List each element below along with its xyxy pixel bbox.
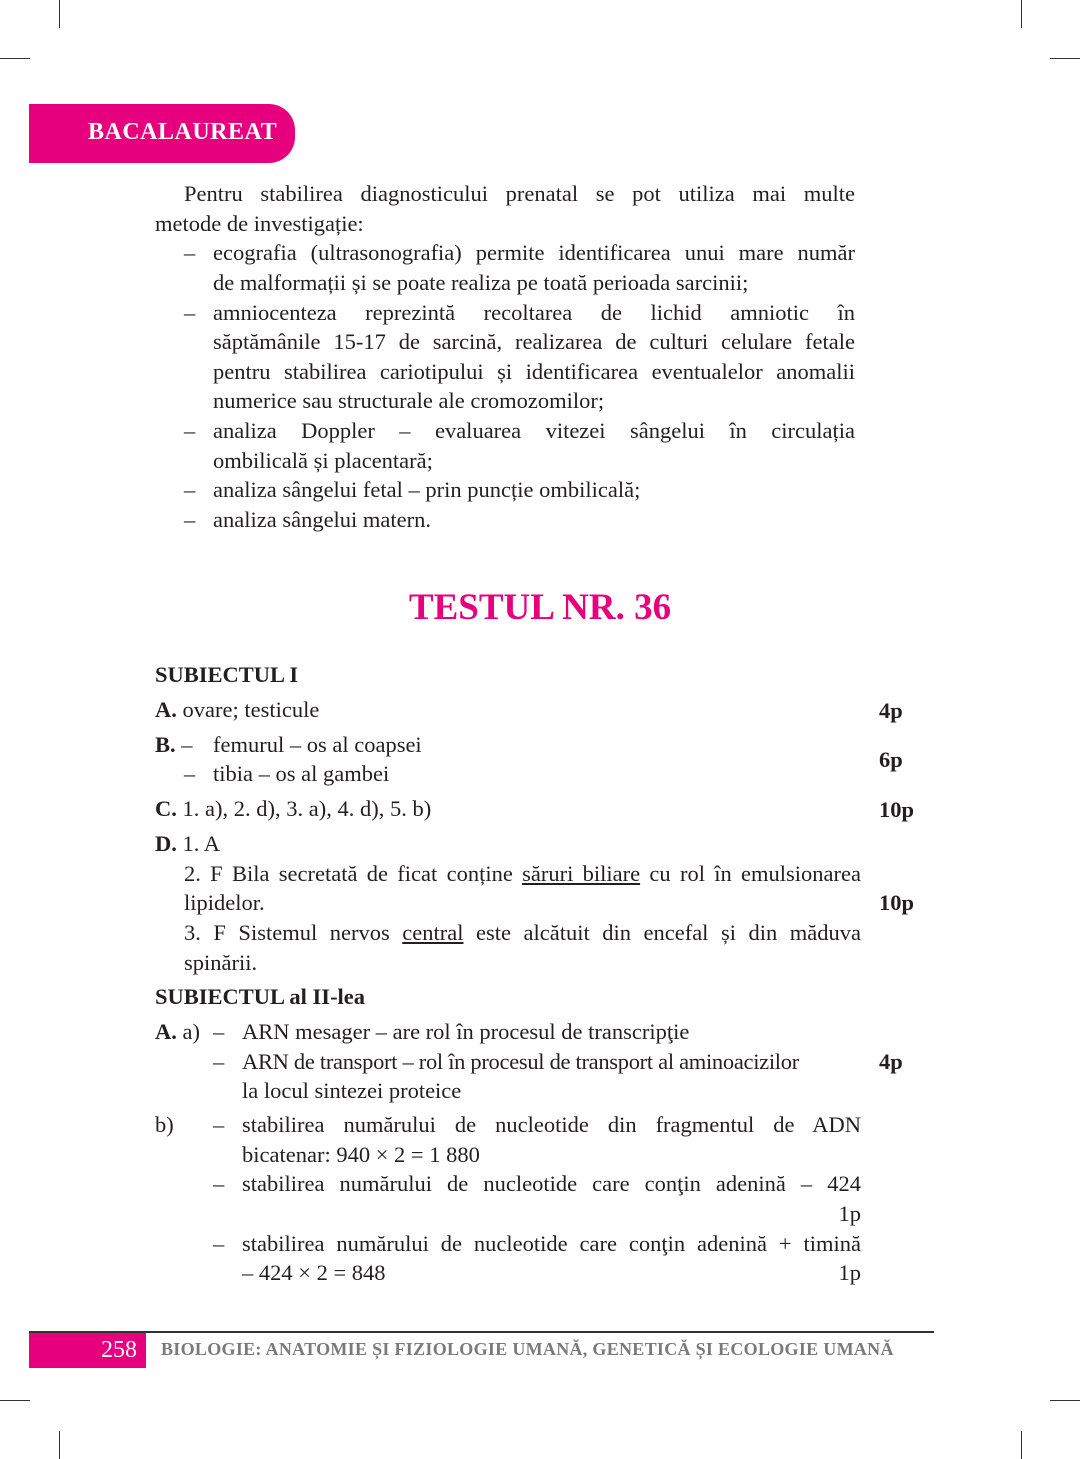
answer-text: stabilirea numărului de nucleotide care conţin adenină – 424 bbox=[242, 1171, 861, 1196]
answer-a bbox=[155, 1018, 200, 1046]
intro-text: Pentru stabilirea diagnosticului prenatal se pot utiliza mai multe bbox=[184, 181, 855, 206]
underlined-term: central bbox=[402, 920, 464, 945]
crop-mark bbox=[1050, 58, 1080, 59]
list-item-text: de malformații și se poate realiza pe toată perioada sarcinii; bbox=[213, 270, 749, 295]
bullet-dash: – bbox=[184, 418, 196, 443]
list-item-text: analiza Doppler – evaluarea vitezei sângelui în circulația bbox=[213, 418, 855, 443]
answer-text: bicatenar: 940 × 2 = 1 880 bbox=[242, 1142, 480, 1167]
text: 3. F Sistemul nervos bbox=[184, 920, 403, 945]
sub-label: a) bbox=[182, 1019, 200, 1044]
points: 6p bbox=[879, 747, 903, 772]
answer-text: 1. a), 2. d), 3. a), 4. d), 5. b) bbox=[182, 796, 432, 821]
list-item-text: ombilicală și placentară; bbox=[213, 448, 433, 473]
crop-mark bbox=[0, 58, 30, 59]
answer-b bbox=[155, 731, 193, 759]
points: 4p bbox=[879, 1049, 903, 1074]
answer-d bbox=[155, 830, 220, 858]
item-label: B. bbox=[155, 732, 176, 757]
bullet-dash: – bbox=[184, 761, 196, 786]
text: 2. F Bila secretată de ficat conține bbox=[184, 861, 523, 886]
bullet-dash: – bbox=[213, 1171, 225, 1196]
list-item-text: amniocenteza reprezintă recoltarea de lichid amniotic în bbox=[213, 300, 855, 325]
crop-mark bbox=[1021, 1431, 1022, 1459]
subject-2-heading: SUBIECTUL al II-lea bbox=[155, 984, 366, 1009]
crop-mark bbox=[59, 0, 60, 28]
list-item-text: analiza sângelui matern. bbox=[213, 507, 432, 532]
answer-text: femurul – os al coapsei bbox=[213, 732, 422, 757]
item-label: A. bbox=[155, 697, 177, 722]
subject-1-heading: SUBIECTUL I bbox=[155, 662, 299, 687]
footer-rule bbox=[29, 1331, 934, 1333]
points: 1p bbox=[838, 1201, 861, 1226]
bullet-dash: – bbox=[184, 300, 196, 325]
page-number-box bbox=[29, 1333, 146, 1368]
points: 10p bbox=[879, 890, 915, 915]
bullet-dash: – bbox=[184, 240, 196, 265]
sub-label: b) bbox=[155, 1112, 174, 1137]
answer-text: 1. A bbox=[182, 831, 221, 856]
bullet-dash: – bbox=[213, 1231, 225, 1256]
list-item-text: analiza sângelui fetal – prin puncție ombilicală; bbox=[213, 477, 641, 502]
answer-text: la locul sintezei proteice bbox=[242, 1078, 462, 1103]
intro-text: metode de investigație: bbox=[155, 211, 364, 236]
bullet-dash: – bbox=[213, 1049, 225, 1074]
crop-mark bbox=[1021, 0, 1022, 28]
item-label: D. bbox=[155, 831, 177, 856]
answer-text: tibia – os al gambei bbox=[213, 761, 390, 786]
points: 4p bbox=[879, 698, 903, 723]
item-label: C. bbox=[155, 796, 177, 821]
bullet-dash: – bbox=[181, 732, 193, 757]
answer-a bbox=[155, 696, 319, 724]
text: este alcătuit din encefal și din măduva bbox=[463, 920, 861, 945]
answer-text bbox=[184, 919, 861, 947]
page-number: 258 bbox=[101, 1337, 137, 1363]
crop-mark bbox=[1050, 1400, 1080, 1401]
answer-text: ARN de transport – rol în procesul de transport al aminoacizilor bbox=[242, 1049, 799, 1074]
bullet-dash: – bbox=[213, 1019, 225, 1044]
footer-title: BIOLOGIE: ANATOMIE ȘI FIZIOLOGIE UMANĂ, GENETICĂ ȘI ECOLOGIE UMANĂ bbox=[161, 1339, 894, 1359]
section-banner bbox=[29, 104, 295, 163]
list-item-text: ecografia (ultrasonografia) permite identificarea unui mare număr bbox=[213, 240, 855, 265]
answer-text: spinării. bbox=[184, 950, 258, 975]
answer-text: lipidelor. bbox=[184, 890, 265, 915]
answer-text: stabilirea numărului de nucleotide care conţin adenină + timină bbox=[242, 1231, 861, 1256]
crop-mark bbox=[0, 1400, 30, 1401]
list-item-text: săptămânile 15-17 de sarcină, realizarea de culturi celulare fetale bbox=[213, 329, 855, 354]
answer-text: stabilirea numărului de nucleotide din fragmentul de ADN bbox=[242, 1112, 861, 1137]
bullet-dash: – bbox=[184, 477, 196, 502]
answer-c bbox=[155, 795, 431, 823]
test-title: TESTUL NR. 36 bbox=[408, 587, 672, 628]
answer-text: ovare; testicule bbox=[182, 697, 320, 722]
answer-text: ARN mesager – are rol în procesul de transcripţie bbox=[242, 1019, 690, 1044]
underlined-term: săruri biliare bbox=[522, 861, 641, 886]
list-item-text: pentru stabilirea cariotipului și identificarea eventualelor anomalii bbox=[213, 359, 855, 384]
answer-text bbox=[184, 860, 861, 888]
points: 10p bbox=[879, 797, 915, 822]
text: cu rol în emulsionarea bbox=[640, 861, 861, 886]
bullet-dash: – bbox=[184, 507, 196, 532]
bullet-dash: – bbox=[213, 1112, 225, 1137]
crop-mark bbox=[59, 1431, 60, 1459]
list-item-text: numerice sau structurale ale cromozomilor; bbox=[213, 388, 605, 413]
section-label: BACALAUREAT bbox=[88, 119, 278, 145]
answer-text: – 424 × 2 = 848 bbox=[242, 1260, 386, 1285]
points: 1p bbox=[838, 1260, 861, 1285]
item-label: A. bbox=[155, 1019, 177, 1044]
